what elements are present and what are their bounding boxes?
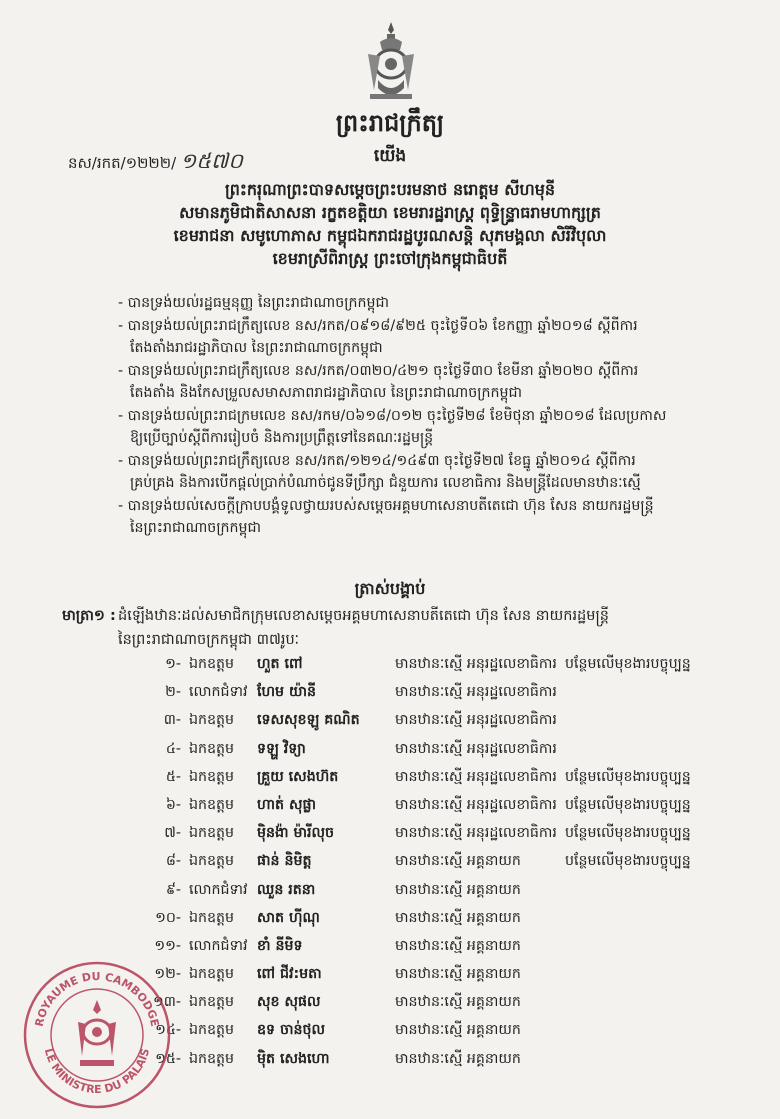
royal-coat-of-arms-icon [360,20,422,102]
decision-heading: ត្រាស់បង្គាប់ [354,579,426,598]
visa-line: - បានទ្រង់យល់សេចក្តីក្រាបបង្គំទូលថ្វាយរបស់សម្តេចអគ្គមហាសេនាបតីតេជោ ហ៊ុន សែន នាយករដ្ឋមន្ត្រី [118,497,654,514]
appointee-rank: មានឋានៈស្មើ អនុរដ្ឋលេខាធិការ [395,768,557,785]
visa-line-continued: នៃព្រះរាជាណាចក្រកម្ពុជា [130,520,262,536]
appointee-number: ១- [165,656,181,672]
royal-title-line: ខេមរាជនា សមូហោភាស កម្ពុជឯករាជរដ្ឋបូរណសន្តិ សុភមង្គលា សិរីវិបុលា [173,226,607,245]
appointee-honorific: ឯកឧត្តម [189,656,235,672]
appointee-name: សុខ សុផល [257,994,321,1011]
appointee-row [145,962,745,990]
appointee-honorific: ឯកឧត្តម [189,1050,235,1067]
visa-line-continued: តែងតាំងរាជរដ្ឋាភិបាល នៃព្រះរាជាណាចក្រកម្ពុជា [130,340,383,356]
visa-line: - បានទ្រង់យល់ព្រះរាជក្រមលេខ នស/រកម/០៦១៨/០១២ ចុះថ្ងៃទី២៨ ខែមិថុនា ឆ្នាំ២០១៨ ដែលប្រកាស [118,407,667,424]
appointee-note: បន្ថែមលើមុខងារបច្ចុប្បន្ន [565,656,691,672]
reference-handwritten-number: ១៥៧០ [180,149,244,173]
appointee-number: ២- [165,684,181,701]
royal-title-line: សមានភូមិជាតិសាសនា រក្ខតខត្តិយា ខេមរារដ្ឋរាស្ត្រ ពុទ្ធិន្ទ្រាធរាមហាក្សត្រ [179,203,601,222]
seal-top-text: ROYAUME DU CAMBODGE [32,969,162,1028]
appointee-note: បន្ថែមលើមុខងារបច្ចុប្បន្ន [565,768,691,785]
appointee-rank: មានឋានៈស្មើ អគ្គនាយក [395,1022,521,1039]
appointee-name: ពៅ ជីវ:មតា [257,966,322,983]
appointee-honorific: ឯកឧត្តម [189,796,235,813]
royal-titles-block [0,178,780,270]
visa-line: - បានទ្រង់យល់ព្រះរាជក្រឹត្យលេខ នស/រកត/១២១៤/១៤៩៣ ចុះថ្ងៃទី២៧ ខែធ្នូ ឆ្នាំ២០១៤ ស្តីពីការ [118,452,636,469]
appointee-honorific: ឯកឧត្តម [189,768,235,785]
appointee-row [145,737,745,765]
appointee-number: ៧- [164,825,181,842]
decree-title: ព្រះរាជក្រឹត្យ [335,108,445,137]
appointee-row [145,878,745,906]
visa-line: - បានទ្រង់យល់រដ្ឋធម្មនុញ្ញ នៃព្រះរាជាណាចក្រកម្ពុជា [118,295,390,311]
visa-line-continued: ឱ្យប្រើច្បាប់ស្តីពីការរៀបចំ និងការប្រព្រឹត្តទៅនៃគណៈរដ្ឋមន្ត្រី [130,430,434,446]
article-text-continued: នៃព្រះរាជាណាចក្រកម្ពុជា ៣៧រូបៈ [118,632,300,648]
appointee-list [145,652,745,1075]
appointee-number: ៨- [165,853,181,870]
appointee-number: ៩- [165,881,181,898]
appointee-row [145,990,745,1018]
appointee-rank: មានឋានៈស្មើ អនុរដ្ឋលេខាធិការ [395,684,557,701]
appointee-name: ឧទ ចាន់ថុល [257,1022,325,1039]
royal-title-line: ខេមរាស្រីពិរាស្ត្រ ព្រះចៅក្រុងកម្ពុជាធិបតី [272,249,508,268]
svg-text:LE MINISTRE DU PALAIS [42,1047,152,1096]
appointee-note: បន្ថែមលើមុខងារបច្ចុប្បន្ន [565,825,691,842]
appointee-row [145,765,745,793]
appointee-honorific: ឯកឧត្តម [189,909,235,926]
article-label: មាត្រា១ : [62,608,116,624]
appointee-rank: មានឋានៈស្មើ អគ្គនាយក [395,853,521,870]
appointee-name: ហែម យ៉ានី [257,684,316,701]
seal-bottom-text: LE MINISTRE DU PALAIS [41,1046,153,1097]
appointee-rank: មានឋានៈស្មើ អនុរដ្ឋលេខាធិការ [395,712,557,729]
appointee-row [145,680,745,708]
visa-line: - បានទ្រង់យល់ព្រះរាជក្រឹត្យលេខ នស/រកត/០៣២០/៤២១ ចុះថ្ងៃទី៣០ ខែមីនា ឆ្នាំ២០២០ ស្តីពីការ [118,362,639,379]
visa-line-continued: តែងតាំង និងកែសម្រួលសមាសភាពរាជរដ្ឋាភិបាល នៃព្រះរាជាណាចក្រកម្ពុជា [130,385,522,401]
appointee-rank: មានឋានៈស្មើ អនុរដ្ឋលេខាធិការ [395,796,557,813]
appointee-row [145,1047,745,1075]
article-text: ដំឡើងឋានៈដល់សមាជិកក្រុមលេខាសម្តេចអគ្គមហាសេនាបតីតេជោ ហ៊ុន សែន នាយករដ្ឋមន្ត្រី [118,608,609,624]
seal-emblem-icon [78,1000,116,1066]
appointee-note: បន្ថែមលើមុខងារបច្ចុប្បន្ន [565,853,691,870]
appointee-row [145,708,745,736]
appointee-honorific: ឯកឧត្តម [189,853,235,870]
appointee-number: ១០- [155,909,181,926]
appointee-row [145,906,745,934]
appointee-name: ម៉ិត សេងហោ [257,1050,330,1067]
appointee-row [145,652,745,680]
appointee-name: ហួត ពៅ [257,656,303,672]
reference-prefix: នស/រកត/១២២២/ [68,154,177,172]
decree-subtitle: យើង [373,146,407,166]
visa-line: - បានទ្រង់យល់ព្រះរាជក្រឹត្យលេខ នស/រកត/០៩១៨/៩២៥ ចុះថ្ងៃទី០៦ ខែកញ្ញា ឆ្នាំ២០១៨ ស្តីពីការ [118,317,638,334]
appointee-number: ៥- [165,768,181,785]
appointee-number: ១២- [154,966,181,983]
appointee-name: ផាន់ និមិត្ត [257,853,312,870]
appointee-number: ១៤- [155,1022,181,1039]
appointee-note: បន្ថែមលើមុខងារបច្ចុប្បន្ន [565,796,691,813]
appointee-honorific: លោកជំទាវ [189,881,248,898]
appointee-rank: មានឋានៈស្មើ អគ្គនាយក [395,1050,521,1067]
appointee-name: ទេសសុខឡូ គណិត [257,712,360,729]
royal-title-line: ព្រះករុណាព្រះបាទសម្តេចព្រះបរមនាថ នរោត្តម សីហមុនី [224,180,556,199]
appointee-number: ៤- [165,740,181,757]
appointee-honorific: លោកជំទាវ [189,684,248,701]
appointee-name: គ្រួយ សេងហ៊ត [257,768,339,785]
appointee-honorific: ឯកឧត្តម [189,740,235,757]
appointee-rank: មានឋានៈស្មើ អគ្គនាយក [395,966,521,983]
appointee-honorific: ឯកឧត្តម [189,825,235,842]
appointee-rank: មានឋានៈស្មើ អនុរដ្ឋលេខាធិការ [395,825,557,842]
appointee-number: ១៣- [153,994,181,1011]
appointee-rank: មានឋានៈស្មើ អនុរដ្ឋលេខាធិការ [395,740,557,757]
appointee-honorific: ឯកឧត្តម [189,994,235,1011]
visas-list [118,292,678,540]
ministry-seal-stamp [22,960,172,1110]
appointee-name: ទឡ្ហ វិទ្យា [257,740,306,757]
article-1 [62,604,722,652]
appointee-name: ម៉ិនង៉ា ម៉ារីលុច [257,825,334,842]
appointee-number: ៣- [163,712,181,729]
appointee-number: ៦- [165,796,181,813]
appointee-name: ឈួន រតនា [257,881,316,898]
visa-line-continued: គ្រប់គ្រង និងការបើកផ្តល់ប្រាក់បំណាច់ជូនទីប្រឹក្សា ជំនួយការ លេខាធិការ និងមន្ត្រីដែលមានឋានៈស្មើ [130,475,641,491]
appointee-name: សាត ហ៊ីណុ [257,909,320,926]
appointee-row [145,793,745,821]
appointee-rank: មានឋានៈស្មើ អនុរដ្ឋលេខាធិការ [395,656,557,672]
appointee-row [145,1018,745,1046]
appointee-row [145,934,745,962]
appointee-number: ១១- [154,937,181,954]
appointee-name: ខាំ នីមិទ [257,937,303,954]
appointee-honorific: ឯកឧត្តម [189,712,235,729]
appointee-row [145,849,745,877]
appointee-honorific: ឯកឧត្តម [189,966,235,983]
appointee-honorific: ឯកឧត្តម [189,1022,235,1039]
appointee-honorific: លោកជំទាវ [189,937,248,954]
appointee-rank: មានឋានៈស្មើ អគ្គនាយក [395,994,521,1011]
appointee-name: ហាត់ សុផ្លា [257,796,316,813]
appointee-rank: មានឋានៈស្មើ អគ្គនាយក [395,909,521,926]
appointee-rank: មានឋានៈស្មើ អគ្គនាយក [395,881,521,898]
appointee-row [145,821,745,849]
appointee-number: ១៥- [155,1050,181,1067]
appointee-rank: មានឋានៈស្មើ អគ្គនាយក [395,937,521,954]
